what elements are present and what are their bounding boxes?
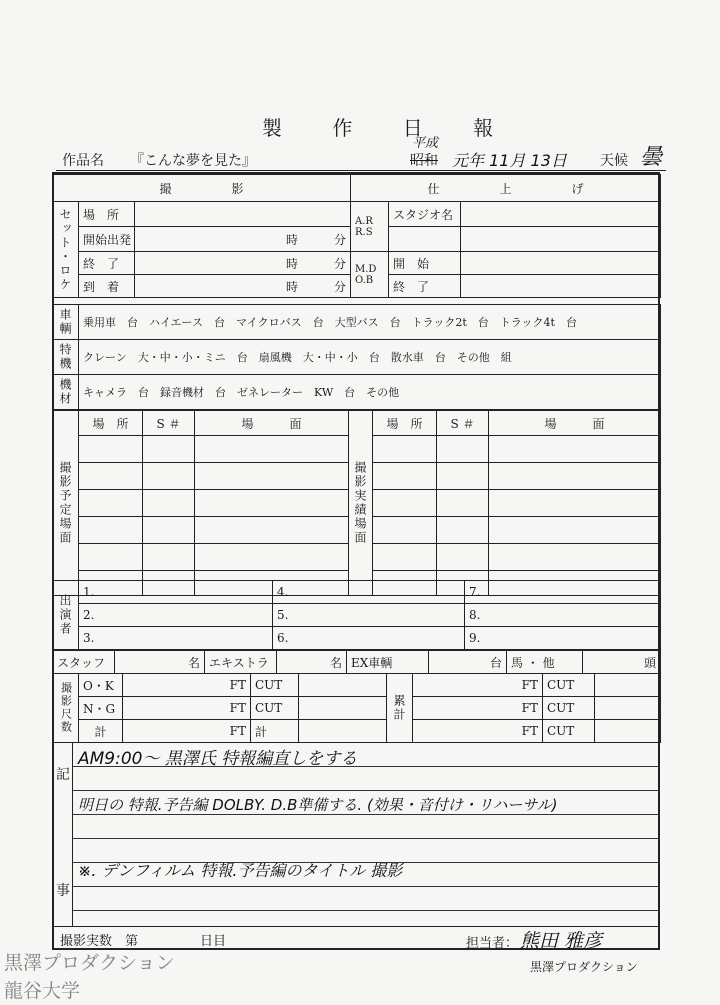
scene-table <box>52 410 661 596</box>
total-ft: FT <box>123 720 251 743</box>
start-value <box>461 252 661 275</box>
report-date: 元年 11月 13日 <box>452 151 567 170</box>
place-label: 場 所 <box>79 202 135 227</box>
arrive-label: 到 着 <box>79 275 135 298</box>
actual-row <box>373 463 437 490</box>
plan-scene-header: 場 面 <box>195 411 349 436</box>
cum-ok-ft: FT <box>413 674 543 697</box>
md-ob-label: M.D O.B <box>351 252 389 298</box>
cum-ng-value <box>595 697 661 720</box>
cum-ok-cut: CUT <box>543 674 595 697</box>
memo-line <box>72 838 660 839</box>
staff-unit: 名 <box>115 651 205 674</box>
staff-label: スタッフ <box>53 651 115 674</box>
ok-ft: FT <box>123 674 251 697</box>
person-name: 熊田 雅彦 <box>520 930 603 952</box>
plan-row <box>143 490 195 517</box>
equipment-table <box>52 304 661 410</box>
actual-row <box>489 544 661 571</box>
plan-row <box>79 463 143 490</box>
actual-row <box>373 517 437 544</box>
actual-row <box>489 490 661 517</box>
work-label: 作品名 <box>62 153 104 169</box>
extra-unit: 名 <box>277 651 347 674</box>
vehicles-label: 車輌 <box>53 305 79 340</box>
ex-vehicle-label: EX車輌 <box>347 651 429 674</box>
memo-line <box>72 790 660 791</box>
company-name: 黒澤プロダクション <box>530 960 638 974</box>
cumulative-label: 累計 <box>387 674 413 743</box>
depart-label: 開始出発 <box>79 227 135 252</box>
shoot-table <box>52 174 661 298</box>
actual-scene-header: 場 面 <box>489 411 661 436</box>
ng-label: N・G <box>79 697 123 720</box>
ng-ft: FT <box>123 697 251 720</box>
total-cut: 計 <box>251 720 299 743</box>
cast-7: 7. <box>465 581 661 604</box>
memo-label-bottom: 事 <box>56 883 70 899</box>
cast-table <box>52 580 661 650</box>
plan-row <box>143 463 195 490</box>
plan-row <box>195 490 349 517</box>
plan-row <box>79 517 143 544</box>
cast-9: 9. <box>465 627 661 650</box>
plan-scene-no-header: S ＃ <box>143 411 195 436</box>
plan-row <box>143 436 195 463</box>
actual-row <box>489 436 661 463</box>
cum-total-ft: FT <box>413 720 543 743</box>
studio-label: スタジオ名 <box>389 202 461 227</box>
plan-row <box>79 544 143 571</box>
set-location-label: セット・ロケ <box>53 202 79 298</box>
cum-total-value <box>595 720 661 743</box>
finish-end-label: 終 了 <box>389 275 461 298</box>
ar-rs-label: A.R R.S <box>351 202 389 252</box>
watermark-line-2: 龍谷大学 <box>4 980 81 1002</box>
memo-line-1: AM9:00～ 黒澤氏 特報編直しをする <box>78 749 358 769</box>
finish-section-label: 仕 上 げ <box>351 175 661 202</box>
cum-ok-value <box>595 674 661 697</box>
end-time: 時 分 <box>135 252 351 275</box>
cum-total-cut: CUT <box>543 720 595 743</box>
plan-label: 撮影予定場面 <box>53 411 79 596</box>
cast-1: 1. <box>79 581 273 604</box>
actual-row <box>373 436 437 463</box>
cum-ng-ft: FT <box>413 697 543 720</box>
arrive-time: 時 分 <box>135 275 351 298</box>
actual-scene-no-header: S ＃ <box>437 411 489 436</box>
actual-row <box>373 544 437 571</box>
film-label: 撮影尺数 <box>53 674 79 743</box>
actual-place-header: 場 所 <box>373 411 437 436</box>
memo-label-top: 記 <box>56 767 70 783</box>
plan-row <box>79 436 143 463</box>
person-label: 担当者： <box>466 936 519 951</box>
plan-row <box>195 463 349 490</box>
total-label: 計 <box>79 720 123 743</box>
cast-4: 4. <box>273 581 465 604</box>
extra-label: エキストラ <box>205 651 277 674</box>
ng-cut-value <box>299 697 387 720</box>
total-cut-value <box>299 720 387 743</box>
studio-row2-value <box>461 227 661 252</box>
actual-label: 撮影実績場面 <box>349 411 373 596</box>
actual-row <box>489 463 661 490</box>
ok-cut-value <box>299 674 387 697</box>
cast-2: 2. <box>79 604 273 627</box>
plan-row <box>143 517 195 544</box>
actual-row <box>489 517 661 544</box>
memo-line-3: ※. デンフィルム 特報.予告編のタイトル 撮影 <box>78 861 403 880</box>
era-printed: 昭和 <box>410 153 438 169</box>
plan-row <box>195 517 349 544</box>
ng-cut: CUT <box>251 697 299 720</box>
era-handwritten: 平成 <box>412 136 439 151</box>
plan-place-header: 場 所 <box>79 411 143 436</box>
place-value <box>135 202 351 227</box>
horse-label: 馬 ・ 他 <box>507 651 583 674</box>
film-table <box>52 673 661 743</box>
memo-line-2: 明日の 特報.予告編 DOLBY. D.B準備する. (効果・音付け・リハーサル) <box>78 796 558 814</box>
staff-table <box>52 650 661 674</box>
page-title: 製 作 日 報 <box>262 116 516 140</box>
cum-ng-cut: CUT <box>543 697 595 720</box>
actual-row <box>437 436 489 463</box>
plan-row <box>195 436 349 463</box>
plan-row <box>143 544 195 571</box>
work-name: 『こんな夢を見た』 <box>130 153 256 169</box>
memo-top-line <box>52 742 660 743</box>
plan-row <box>195 544 349 571</box>
horse-unit: 頭 <box>583 651 661 674</box>
ex-vehicle-unit: 台 <box>429 651 507 674</box>
depart-time: 時 分 <box>135 227 351 252</box>
equipment-items: キャメラ 台 録音機材 台 ゼネレーター KW 台 その他 <box>79 375 661 410</box>
memo-divider <box>72 742 73 926</box>
shoot-section-label: 撮 影 <box>53 175 351 202</box>
studio-row2 <box>389 227 461 252</box>
weather-label: 天候 <box>600 153 628 169</box>
end-label: 終 了 <box>79 252 135 275</box>
special-label: 特機 <box>53 340 79 375</box>
cast-8: 8. <box>465 604 661 627</box>
watermark-line-1: 黒澤プロダクション <box>4 952 175 974</box>
finish-end-value <box>461 275 661 298</box>
studio-value <box>461 202 661 227</box>
memo-line <box>72 910 660 911</box>
days-label: 撮影実数 第 <box>60 934 139 949</box>
weather-value: 曇 <box>640 145 663 170</box>
ok-label: O・K <box>79 674 123 697</box>
vehicles-items: 乗用車 台 ハイエース 台 マイクロバス 台 大型バス 台 トラック2t 台 トラック4t 台 <box>79 305 661 340</box>
actual-row <box>437 463 489 490</box>
cast-label: 出演者 <box>53 581 79 650</box>
actual-row <box>437 490 489 517</box>
days-unit: 日目 <box>200 934 227 949</box>
cast-5: 5. <box>273 604 465 627</box>
actual-row <box>437 517 489 544</box>
cast-3: 3. <box>79 627 273 650</box>
special-items: クレーン 大・中・小・ミニ 台 扇風機 大・中・小 台 散水車 台 その他 組 <box>79 340 661 375</box>
header-underline <box>56 170 666 171</box>
actual-row <box>437 544 489 571</box>
ok-cut: CUT <box>251 674 299 697</box>
plan-row <box>79 490 143 517</box>
actual-row <box>373 490 437 517</box>
start-label: 開 始 <box>389 252 461 275</box>
equipment-label: 機材 <box>53 375 79 410</box>
memo-line <box>72 886 660 887</box>
cast-6: 6. <box>273 627 465 650</box>
